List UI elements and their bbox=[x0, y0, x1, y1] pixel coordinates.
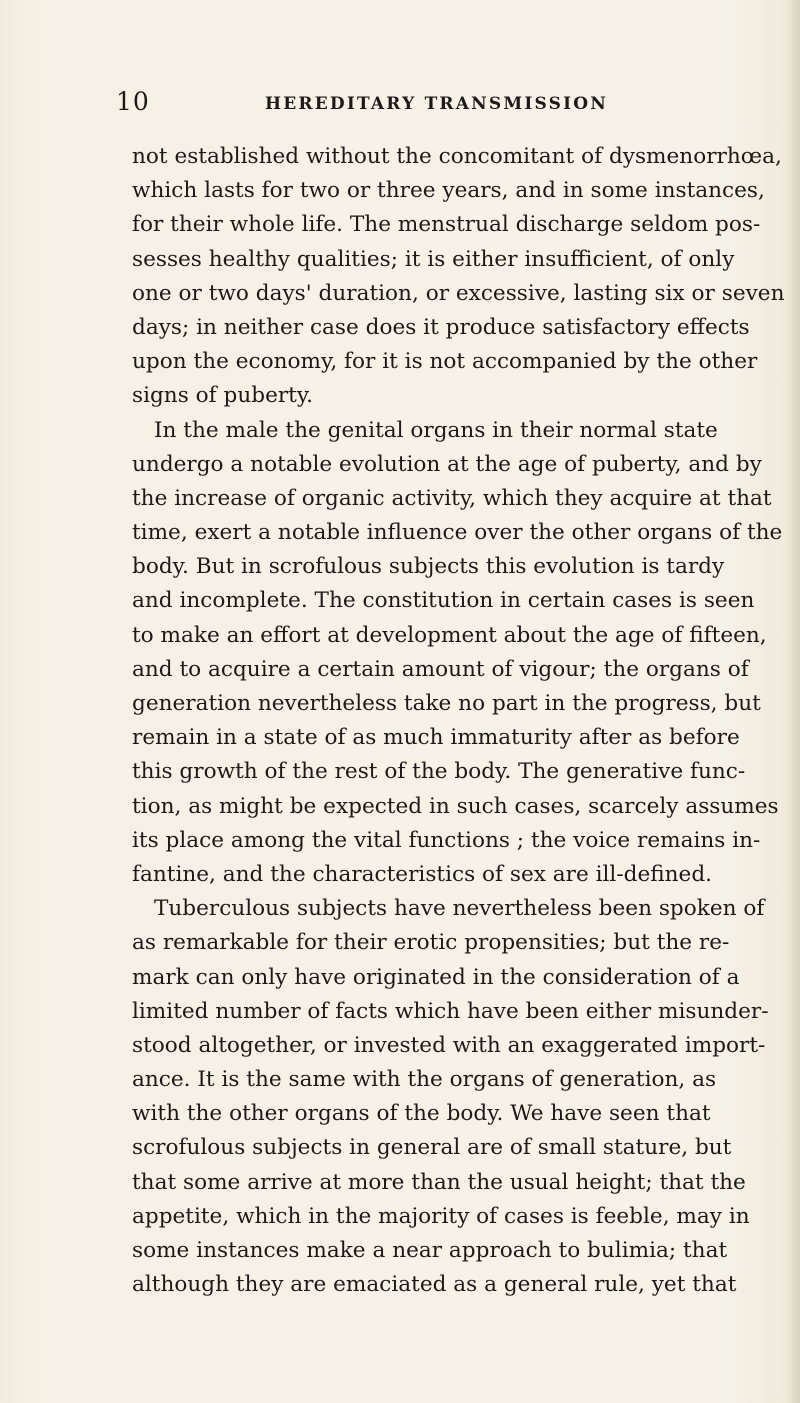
text-line: limited number of facts which have been either misunder- bbox=[132, 998, 769, 1024]
paragraph-start-line: In the male the genital organs in their normal state bbox=[154, 417, 718, 443]
text-line: generation nevertheless take no part in the progress, but bbox=[132, 691, 761, 716]
text-line: mark can only have originated in the consideration of a bbox=[132, 964, 740, 990]
text-line: this growth of the rest of the body. The generative func- bbox=[132, 759, 746, 785]
text-line: scrofulous subjects in general are of small stature, but bbox=[132, 1135, 732, 1161]
running-head: HEREDITARY TRANSMISSION bbox=[265, 94, 609, 114]
page-edge-shadow bbox=[786, 0, 800, 1403]
text-line: appetite, which in the majority of cases is feeble, may in bbox=[132, 1203, 750, 1229]
text-line: to make an effort at development about the age of fifteen, bbox=[132, 622, 767, 648]
text-line: for their whole life. The menstrual discharge seldom pos- bbox=[132, 212, 761, 238]
text-line: fantine, and the characteristics of sex are ill-defined. bbox=[132, 861, 713, 887]
text-line: days; in neither case does it produce satisfactory effects bbox=[132, 314, 750, 340]
text-line: remain in a state of as much immaturity after as before bbox=[132, 725, 740, 751]
text-line: not established without the concomitant of dysmenorrhœa, bbox=[132, 144, 782, 169]
text-line: as remarkable for their erotic propensities; but the re- bbox=[132, 930, 730, 956]
text-line: some instances make a near approach to bulimia; that bbox=[132, 1238, 728, 1263]
page-number: 10 bbox=[116, 87, 150, 116]
text-line: undergo a notable evolution at the age of puberty, and by bbox=[132, 451, 762, 477]
text-line: signs of puberty. bbox=[132, 383, 314, 409]
text-line: and to acquire a certain amount of vigour; the organs of bbox=[132, 656, 749, 682]
text-line: and incomplete. The constitution in certain cases is seen bbox=[132, 588, 755, 614]
text-line: upon the economy, for it is not accompanied by the other bbox=[132, 349, 758, 375]
paragraph-start-line: Tuberculous subjects have nevertheless been spoken of bbox=[154, 896, 765, 922]
text-line: tion, as might be expected in such cases, scarcely assumes bbox=[132, 793, 779, 819]
page-header bbox=[116, 87, 716, 121]
text-line: time, exert a notable influence over the other organs of the bbox=[132, 520, 783, 546]
text-line: the increase of organic activity, which they acquire at that bbox=[132, 485, 772, 511]
text-line: sesses healthy qualities; it is either insufficient, of only bbox=[132, 246, 735, 272]
text-line: with the other organs of the body. We have seen that bbox=[132, 1101, 711, 1127]
text-line: one or two days' duration, or excessive, lasting six or seven bbox=[132, 280, 785, 306]
text-line: although they are emaciated as a general rule, yet that bbox=[132, 1272, 737, 1298]
text-line: that some arrive at more than the usual height; that the bbox=[132, 1169, 746, 1195]
text-line: which lasts for two or three years, and in some instances, bbox=[132, 178, 765, 204]
text-line: stood altogether, or invested with an exaggerated import- bbox=[132, 1032, 766, 1058]
text-line: ance. It is the same with the organs of generation, as bbox=[132, 1067, 717, 1093]
text-line: body. But in scrofulous subjects this evolution is tardy bbox=[132, 554, 725, 580]
body-text bbox=[132, 140, 785, 1302]
text-line: its place among the vital functions ; the voice remains in- bbox=[132, 827, 761, 853]
